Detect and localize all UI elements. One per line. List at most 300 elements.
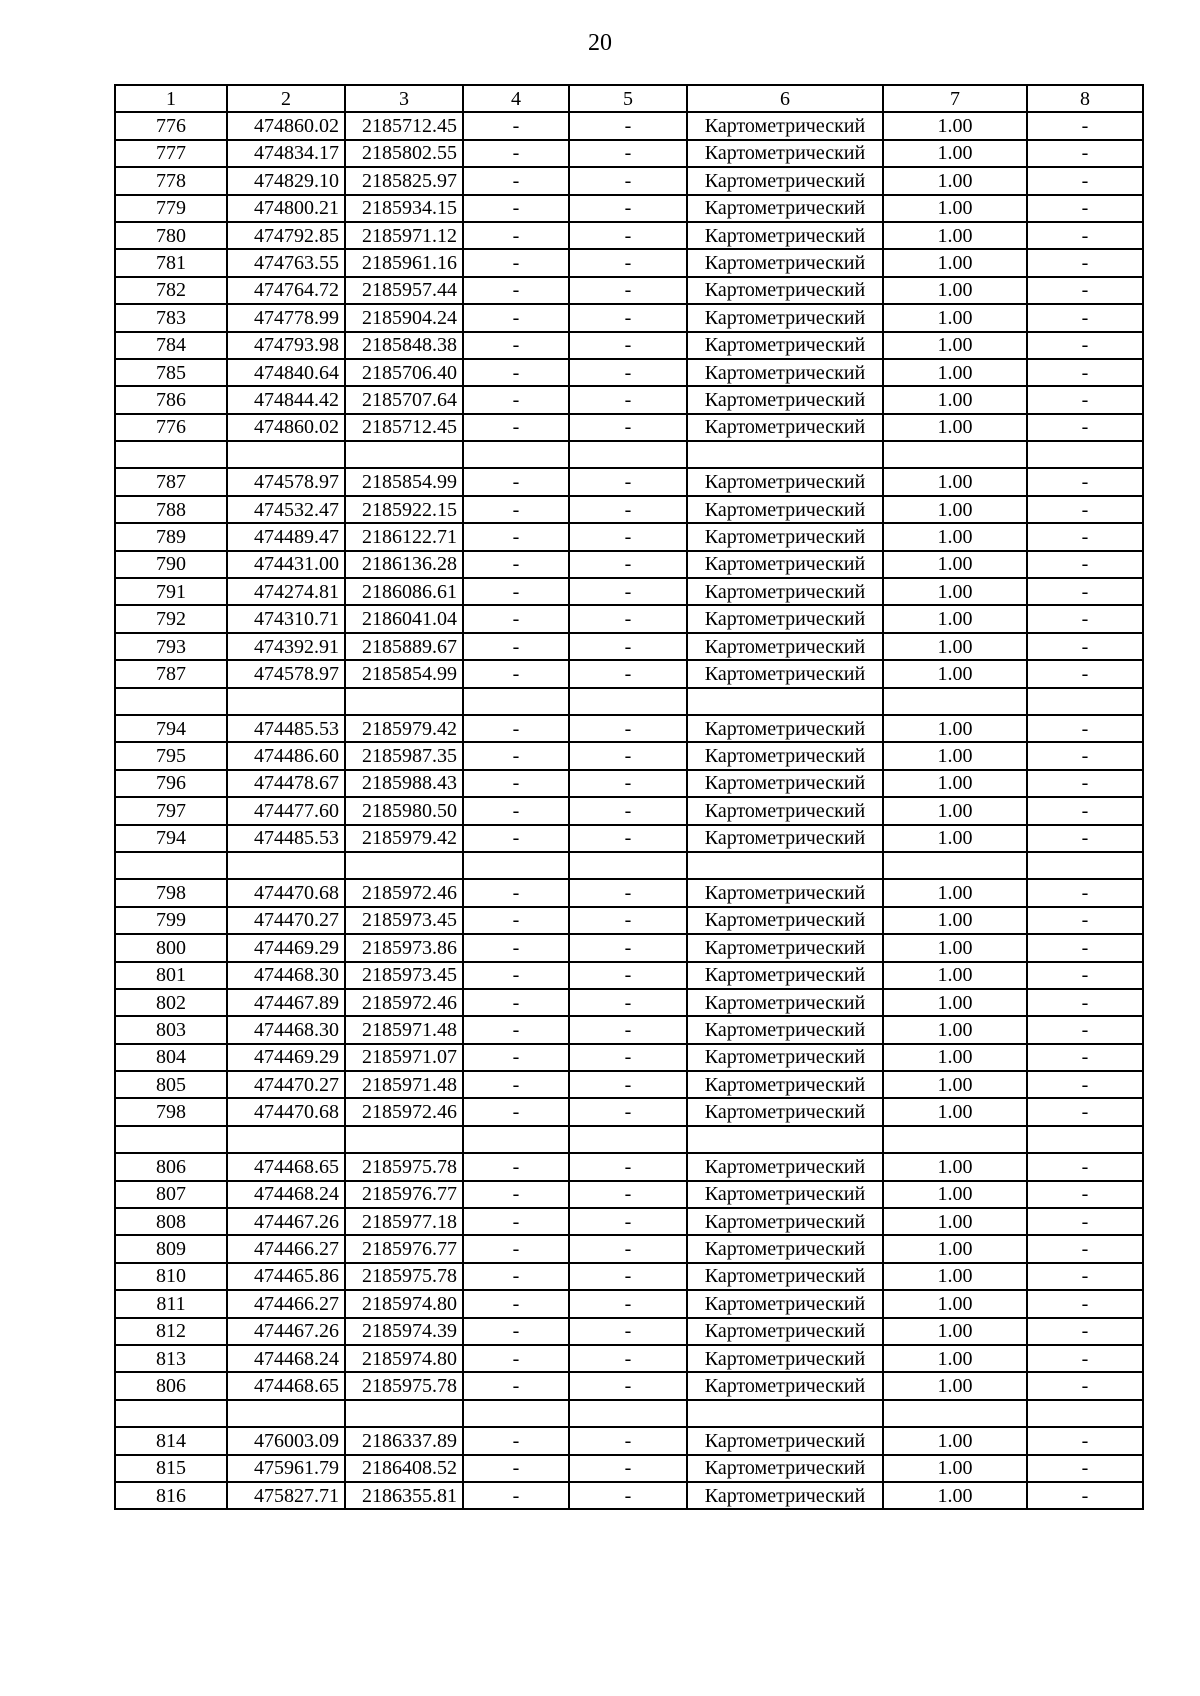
cell-col-1: 790	[115, 551, 227, 578]
cell-col-2: 475827.71	[227, 1482, 345, 1509]
cell-col-1: 781	[115, 249, 227, 276]
cell-col-8: -	[1027, 277, 1143, 304]
cell-col-5: -	[569, 468, 687, 495]
cell-col-6: Картометрический	[687, 742, 883, 769]
cell-col-5: -	[569, 715, 687, 742]
cell-col-8: -	[1027, 1482, 1143, 1509]
cell-col-1: 801	[115, 962, 227, 989]
cell-col-8: -	[1027, 1071, 1143, 1098]
cell-col-4: -	[463, 825, 569, 852]
table-row	[115, 1181, 1143, 1208]
cell-col-7: 1.00	[883, 1208, 1027, 1235]
cell-col-3: 2185972.46	[345, 1098, 463, 1125]
table-row	[115, 633, 1143, 660]
cell-col-8: -	[1027, 1345, 1143, 1372]
cell-col-3: 2186086.61	[345, 578, 463, 605]
cell-col-4: -	[463, 1153, 569, 1180]
cell-col-4: -	[463, 660, 569, 687]
cell-col-4: -	[463, 496, 569, 523]
cell-col-3: 2185980.50	[345, 797, 463, 824]
cell-col-1	[115, 1400, 227, 1427]
cell-col-7: 1.00	[883, 112, 1027, 139]
cell-col-5: -	[569, 1208, 687, 1235]
cell-col-4: -	[463, 1071, 569, 1098]
header-row	[115, 85, 1143, 112]
cell-col-6: Картометрический	[687, 989, 883, 1016]
cell-col-3: 2185974.39	[345, 1318, 463, 1345]
cell-col-4: -	[463, 249, 569, 276]
cell-col-8: -	[1027, 1263, 1143, 1290]
cell-col-4: -	[463, 770, 569, 797]
cell-col-2: 474792.85	[227, 222, 345, 249]
cell-col-8: -	[1027, 1318, 1143, 1345]
cell-col-7: 1.00	[883, 907, 1027, 934]
cell-col-5: -	[569, 1181, 687, 1208]
cell-col-7: 1.00	[883, 304, 1027, 331]
cell-col-1: 777	[115, 140, 227, 167]
cell-col-4: -	[463, 1016, 569, 1043]
cell-col-7: 1.00	[883, 195, 1027, 222]
table-row	[115, 551, 1143, 578]
cell-col-8: -	[1027, 825, 1143, 852]
cell-col-2: 474763.55	[227, 249, 345, 276]
cell-col-8: -	[1027, 332, 1143, 359]
cell-col-5: -	[569, 1044, 687, 1071]
cell-col-8: -	[1027, 414, 1143, 441]
cell-col-8: -	[1027, 1044, 1143, 1071]
cell-col-3: 2185712.45	[345, 414, 463, 441]
cell-col-5	[569, 1126, 687, 1153]
cell-col-5: -	[569, 1372, 687, 1399]
cell-col-8: -	[1027, 907, 1143, 934]
cell-col-5: -	[569, 551, 687, 578]
cell-col-2: 474470.27	[227, 907, 345, 934]
header-cell-6: 6	[687, 85, 883, 112]
cell-col-4: -	[463, 633, 569, 660]
cell-col-3	[345, 1126, 463, 1153]
cell-col-8: -	[1027, 167, 1143, 194]
cell-col-7: 1.00	[883, 715, 1027, 742]
cell-col-5: -	[569, 660, 687, 687]
cell-col-6: Картометрический	[687, 167, 883, 194]
table-row	[115, 523, 1143, 550]
cell-col-7	[883, 441, 1027, 468]
cell-col-7: 1.00	[883, 1235, 1027, 1262]
cell-col-4: -	[463, 1482, 569, 1509]
cell-col-5: -	[569, 496, 687, 523]
cell-col-2	[227, 852, 345, 879]
table-row	[115, 112, 1143, 139]
cell-col-5: -	[569, 1153, 687, 1180]
cell-col-8	[1027, 852, 1143, 879]
cell-col-2: 474800.21	[227, 195, 345, 222]
cell-col-3: 2185973.86	[345, 934, 463, 961]
cell-col-6: Картометрический	[687, 359, 883, 386]
cell-col-4	[463, 852, 569, 879]
cell-col-5: -	[569, 140, 687, 167]
separator-row	[115, 1126, 1143, 1153]
cell-col-3: 2185973.45	[345, 962, 463, 989]
cell-col-4: -	[463, 879, 569, 906]
cell-col-4: -	[463, 1455, 569, 1482]
cell-col-6: Картометрический	[687, 934, 883, 961]
cell-col-2: 474467.26	[227, 1318, 345, 1345]
cell-col-1: 793	[115, 633, 227, 660]
cell-col-6: Картометрический	[687, 1263, 883, 1290]
table-row	[115, 332, 1143, 359]
cell-col-2: 474844.42	[227, 386, 345, 413]
cell-col-7: 1.00	[883, 934, 1027, 961]
cell-col-5: -	[569, 1345, 687, 1372]
cell-col-5: -	[569, 1263, 687, 1290]
cell-col-1: 816	[115, 1482, 227, 1509]
cell-col-5: -	[569, 1235, 687, 1262]
cell-col-6: Картометрический	[687, 1318, 883, 1345]
cell-col-8: -	[1027, 304, 1143, 331]
cell-col-5: -	[569, 1290, 687, 1317]
separator-row	[115, 688, 1143, 715]
page-number: 20	[588, 30, 612, 56]
cell-col-1: 811	[115, 1290, 227, 1317]
cell-col-1: 809	[115, 1235, 227, 1262]
cell-col-7	[883, 852, 1027, 879]
cell-col-3: 2185971.12	[345, 222, 463, 249]
cell-col-5: -	[569, 770, 687, 797]
table-row	[115, 304, 1143, 331]
cell-col-4: -	[463, 304, 569, 331]
cell-col-1: 788	[115, 496, 227, 523]
cell-col-7: 1.00	[883, 140, 1027, 167]
cell-col-7: 1.00	[883, 1427, 1027, 1454]
table-row	[115, 742, 1143, 769]
cell-col-3: 2186122.71	[345, 523, 463, 550]
cell-col-7: 1.00	[883, 1071, 1027, 1098]
cell-col-7: 1.00	[883, 1016, 1027, 1043]
cell-col-1: 807	[115, 1181, 227, 1208]
cell-col-5: -	[569, 1098, 687, 1125]
table-row	[115, 1208, 1143, 1235]
cell-col-3: 2185971.07	[345, 1044, 463, 1071]
cell-col-1: 792	[115, 605, 227, 632]
cell-col-6: Картометрический	[687, 1482, 883, 1509]
header-cell-2: 2	[227, 85, 345, 112]
cell-col-2: 474468.24	[227, 1345, 345, 1372]
table-row	[115, 1044, 1143, 1071]
cell-col-3: 2185802.55	[345, 140, 463, 167]
table-row	[115, 770, 1143, 797]
cell-col-3: 2185971.48	[345, 1016, 463, 1043]
cell-col-4: -	[463, 934, 569, 961]
cell-col-3: 2185979.42	[345, 825, 463, 852]
cell-col-6: Картометрический	[687, 1181, 883, 1208]
table-row	[115, 167, 1143, 194]
cell-col-3: 2185971.48	[345, 1071, 463, 1098]
cell-col-7: 1.00	[883, 1455, 1027, 1482]
cell-col-3: 2186408.52	[345, 1455, 463, 1482]
cell-col-5	[569, 688, 687, 715]
cell-col-1: 802	[115, 989, 227, 1016]
cell-col-1: 806	[115, 1153, 227, 1180]
cell-col-2: 474840.64	[227, 359, 345, 386]
cell-col-8: -	[1027, 359, 1143, 386]
cell-col-1: 797	[115, 797, 227, 824]
cell-col-5: -	[569, 907, 687, 934]
cell-col-5: -	[569, 332, 687, 359]
cell-col-7: 1.00	[883, 551, 1027, 578]
cell-col-2: 474470.68	[227, 879, 345, 906]
cell-col-6	[687, 441, 883, 468]
cell-col-1: 776	[115, 112, 227, 139]
cell-col-8: -	[1027, 551, 1143, 578]
cell-col-7: 1.00	[883, 633, 1027, 660]
cell-col-4: -	[463, 1318, 569, 1345]
cell-col-1: 785	[115, 359, 227, 386]
cell-col-3: 2186355.81	[345, 1482, 463, 1509]
table-row	[115, 879, 1143, 906]
cell-col-1: 808	[115, 1208, 227, 1235]
cell-col-3: 2185706.40	[345, 359, 463, 386]
header-cell-4: 4	[463, 85, 569, 112]
cell-col-3: 2185854.99	[345, 468, 463, 495]
cell-col-2: 474578.97	[227, 468, 345, 495]
cell-col-5: -	[569, 633, 687, 660]
cell-col-4: -	[463, 1208, 569, 1235]
cell-col-7: 1.00	[883, 1318, 1027, 1345]
cell-col-6: Картометрический	[687, 715, 883, 742]
cell-col-2: 474468.65	[227, 1153, 345, 1180]
cell-col-1: 804	[115, 1044, 227, 1071]
cell-col-6: Картометрический	[687, 825, 883, 852]
cell-col-7: 1.00	[883, 742, 1027, 769]
cell-col-6: Картометрический	[687, 578, 883, 605]
table-row	[115, 468, 1143, 495]
cell-col-2: 474485.53	[227, 715, 345, 742]
cell-col-5: -	[569, 1071, 687, 1098]
cell-col-5: -	[569, 249, 687, 276]
cell-col-8: -	[1027, 1016, 1143, 1043]
cell-col-8: -	[1027, 1235, 1143, 1262]
cell-col-2: 475961.79	[227, 1455, 345, 1482]
cell-col-1: 800	[115, 934, 227, 961]
cell-col-5: -	[569, 1427, 687, 1454]
cell-col-7: 1.00	[883, 660, 1027, 687]
cell-col-4: -	[463, 1427, 569, 1454]
cell-col-2: 474467.89	[227, 989, 345, 1016]
cell-col-3: 2185961.16	[345, 249, 463, 276]
cell-col-8	[1027, 1400, 1143, 1427]
cell-col-4: -	[463, 551, 569, 578]
cell-col-2	[227, 688, 345, 715]
cell-col-7: 1.00	[883, 167, 1027, 194]
cell-col-2: 474468.24	[227, 1181, 345, 1208]
cell-col-6: Картометрический	[687, 1427, 883, 1454]
table-row	[115, 825, 1143, 852]
cell-col-6: Картометрический	[687, 523, 883, 550]
cell-col-2: 474467.26	[227, 1208, 345, 1235]
cell-col-6	[687, 1400, 883, 1427]
cell-col-5: -	[569, 523, 687, 550]
cell-col-4: -	[463, 797, 569, 824]
cell-col-3: 2185957.44	[345, 277, 463, 304]
cell-col-4: -	[463, 715, 569, 742]
cell-col-4: -	[463, 605, 569, 632]
cell-col-5	[569, 852, 687, 879]
cell-col-2: 474392.91	[227, 633, 345, 660]
separator-row	[115, 1400, 1143, 1427]
cell-col-2: 474468.65	[227, 1372, 345, 1399]
cell-col-8: -	[1027, 386, 1143, 413]
cell-col-5: -	[569, 222, 687, 249]
cell-col-6	[687, 1126, 883, 1153]
cell-col-8: -	[1027, 989, 1143, 1016]
cell-col-7: 1.00	[883, 1482, 1027, 1509]
cell-col-4: -	[463, 386, 569, 413]
table-row	[115, 1263, 1143, 1290]
cell-col-4: -	[463, 1345, 569, 1372]
cell-col-7: 1.00	[883, 879, 1027, 906]
cell-col-1: 794	[115, 715, 227, 742]
table-row	[115, 797, 1143, 824]
cell-col-6: Картометрический	[687, 249, 883, 276]
cell-col-3: 2185904.24	[345, 304, 463, 331]
cell-col-4	[463, 1126, 569, 1153]
cell-col-4: -	[463, 195, 569, 222]
cell-col-2: 474793.98	[227, 332, 345, 359]
cell-col-7: 1.00	[883, 962, 1027, 989]
cell-col-2: 474578.97	[227, 660, 345, 687]
cell-col-4: -	[463, 1181, 569, 1208]
cell-col-4: -	[463, 1044, 569, 1071]
cell-col-8: -	[1027, 879, 1143, 906]
cell-col-7: 1.00	[883, 989, 1027, 1016]
cell-col-1	[115, 852, 227, 879]
cell-col-8: -	[1027, 578, 1143, 605]
cell-col-1: 791	[115, 578, 227, 605]
cell-col-7: 1.00	[883, 359, 1027, 386]
cell-col-3: 2185712.45	[345, 112, 463, 139]
cell-col-6: Картометрический	[687, 962, 883, 989]
cell-col-3: 2185707.64	[345, 386, 463, 413]
cell-col-8: -	[1027, 605, 1143, 632]
cell-col-6: Картометрический	[687, 633, 883, 660]
cell-col-1: 798	[115, 879, 227, 906]
table-row	[115, 907, 1143, 934]
cell-col-4: -	[463, 962, 569, 989]
cell-col-8: -	[1027, 934, 1143, 961]
table-row	[115, 1153, 1143, 1180]
table-row	[115, 1427, 1143, 1454]
cell-col-1: 806	[115, 1372, 227, 1399]
cell-col-8: -	[1027, 660, 1143, 687]
cell-col-3	[345, 688, 463, 715]
cell-col-3: 2185848.38	[345, 332, 463, 359]
table-row	[115, 1345, 1143, 1372]
cell-col-7: 1.00	[883, 825, 1027, 852]
cell-col-8: -	[1027, 1098, 1143, 1125]
cell-col-6: Картометрический	[687, 1208, 883, 1235]
cell-col-8: -	[1027, 468, 1143, 495]
cell-col-6: Картометрический	[687, 1345, 883, 1372]
cell-col-4: -	[463, 989, 569, 1016]
cell-col-1: 810	[115, 1263, 227, 1290]
cell-col-4: -	[463, 112, 569, 139]
cell-col-6: Картометрический	[687, 1071, 883, 1098]
cell-col-5: -	[569, 1016, 687, 1043]
cell-col-6: Картометрический	[687, 304, 883, 331]
table-row	[115, 222, 1143, 249]
cell-col-8: -	[1027, 1153, 1143, 1180]
cell-col-3: 2186136.28	[345, 551, 463, 578]
cell-col-8: -	[1027, 1455, 1143, 1482]
cell-col-5: -	[569, 962, 687, 989]
cell-col-2: 474469.29	[227, 1044, 345, 1071]
cell-col-7: 1.00	[883, 414, 1027, 441]
cell-col-1: 814	[115, 1427, 227, 1454]
header-cell-5: 5	[569, 85, 687, 112]
cell-col-1: 787	[115, 468, 227, 495]
table-row	[115, 140, 1143, 167]
coordinates-table	[114, 84, 1144, 1510]
cell-col-1: 796	[115, 770, 227, 797]
cell-col-3: 2185889.67	[345, 633, 463, 660]
cell-col-6: Картометрический	[687, 277, 883, 304]
cell-col-2: 474466.27	[227, 1235, 345, 1262]
cell-col-3: 2185975.78	[345, 1263, 463, 1290]
cell-col-7	[883, 1126, 1027, 1153]
cell-col-8: -	[1027, 1290, 1143, 1317]
cell-col-6: Картометрический	[687, 551, 883, 578]
cell-col-5: -	[569, 989, 687, 1016]
cell-col-5: -	[569, 605, 687, 632]
cell-col-5: -	[569, 277, 687, 304]
cell-col-5: -	[569, 578, 687, 605]
cell-col-2: 474477.60	[227, 797, 345, 824]
cell-col-2: 476003.09	[227, 1427, 345, 1454]
cell-col-3	[345, 852, 463, 879]
cell-col-3: 2185975.78	[345, 1372, 463, 1399]
cell-col-1: 805	[115, 1071, 227, 1098]
cell-col-1: 799	[115, 907, 227, 934]
cell-col-6	[687, 688, 883, 715]
cell-col-4: -	[463, 1263, 569, 1290]
cell-col-6: Картометрический	[687, 1372, 883, 1399]
cell-col-6: Картометрический	[687, 1016, 883, 1043]
cell-col-1	[115, 1126, 227, 1153]
cell-col-7: 1.00	[883, 605, 1027, 632]
cell-col-5: -	[569, 386, 687, 413]
cell-col-4	[463, 1400, 569, 1427]
cell-col-2: 474829.10	[227, 167, 345, 194]
cell-col-3: 2185974.80	[345, 1345, 463, 1372]
cell-col-7: 1.00	[883, 1372, 1027, 1399]
cell-col-7: 1.00	[883, 770, 1027, 797]
table-row	[115, 1318, 1143, 1345]
cell-col-8: -	[1027, 1427, 1143, 1454]
header-cell-7: 7	[883, 85, 1027, 112]
cell-col-3: 2186337.89	[345, 1427, 463, 1454]
cell-col-8	[1027, 441, 1143, 468]
cell-col-6	[687, 852, 883, 879]
cell-col-5: -	[569, 742, 687, 769]
cell-col-1	[115, 441, 227, 468]
cell-col-1: 780	[115, 222, 227, 249]
cell-col-7: 1.00	[883, 1263, 1027, 1290]
cell-col-8: -	[1027, 770, 1143, 797]
table-row	[115, 962, 1143, 989]
cell-col-1: 783	[115, 304, 227, 331]
cell-col-4: -	[463, 277, 569, 304]
cell-col-7: 1.00	[883, 1044, 1027, 1071]
